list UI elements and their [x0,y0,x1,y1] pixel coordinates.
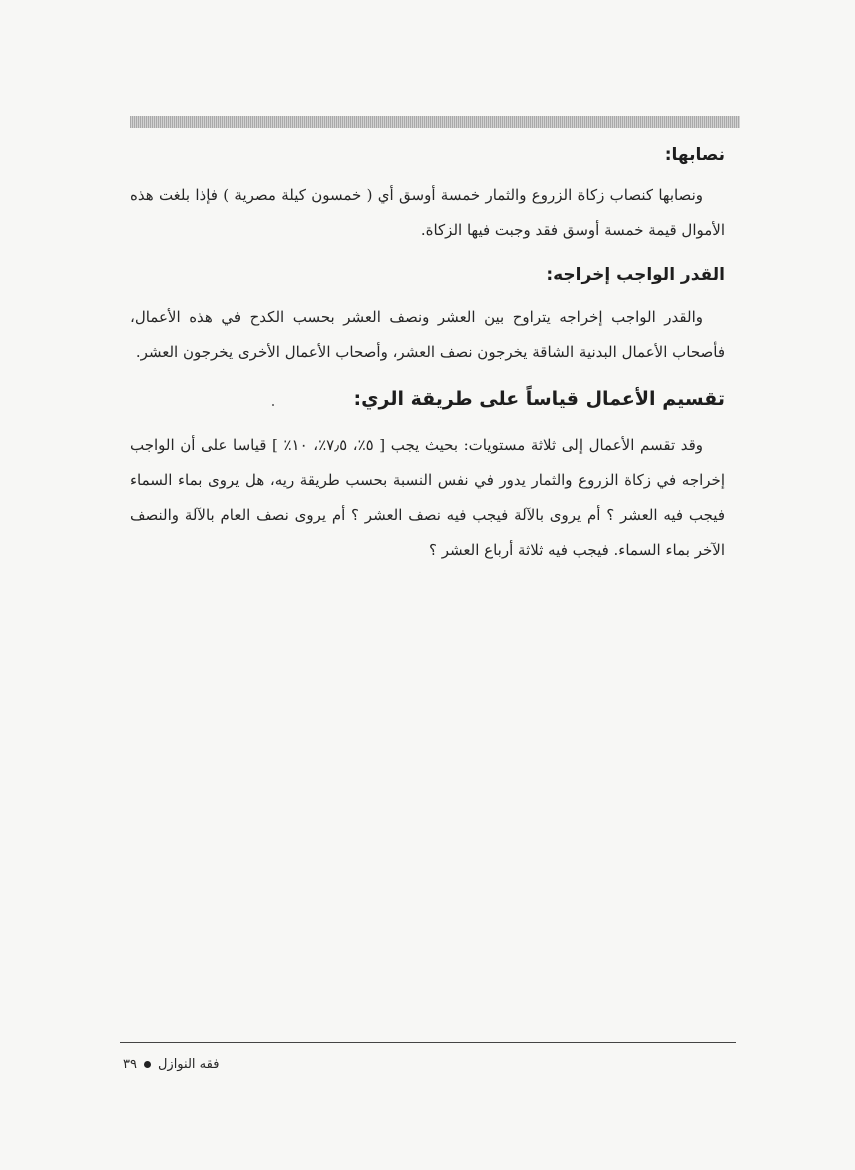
page-body [130,140,725,568]
section-heading-nisab: نصابها: [664,145,725,165]
section-paragraph-irrigation-analogy: وقد تقسم الأعمال إلى ثلاثة مستويات: بحيث يجب [ ٥٪، ٧٫٥٪، ١٠٪ ] قياسا على أن الواجب إخراجه في زكاة الزروع والثمار يدور في نفس النسبة بحسب طريقة ريه، هل يروى بماء السماء فيجب فيه العشر ؟ أم يروى بالآلة فيجب فيه نصف العشر ؟ أم يروى نصف العام بالآلة والنصف الآخر بماء السماء. فيجب فيه ثلاثة أرباع العشر ؟ [130,436,725,559]
section-heading-irrigation-analogy: تقسيم الأعمال قياساً على طريقة الري: [353,388,725,410]
page-footer [123,1053,263,1075]
footer-book-title: فقه النوازل [157,1056,220,1072]
section-paragraph-required-amount: والقدر الواجب إخراجه يتراوح بين العشر ونصف العشر بحسب الكدح في هذه الأعمال، فأصحاب الأعمال البدنية الشاقة يخرجون نصف العشر، وأصحاب الأعمال الأخرى يخرجون العشر. [130,308,725,361]
footer-page-number: ٣٩ [123,1056,137,1072]
bullet-dot-icon [144,1061,151,1068]
footer-rule [120,1042,736,1043]
section-paragraph-nisab: ونصابها كنصاب زكاة الزروع والثمار خمسة أوسق أي ( خمسون كيلة مصرية ) فإذا بلغت هذه الأموال قيمة خمسة أوسق فقد وجبت فيها الزكاة. [130,186,725,239]
section-heading-required-amount: القدر الواجب إخراجه: [546,265,725,285]
scan-speck [272,404,274,406]
header-decorative-band [130,116,740,128]
